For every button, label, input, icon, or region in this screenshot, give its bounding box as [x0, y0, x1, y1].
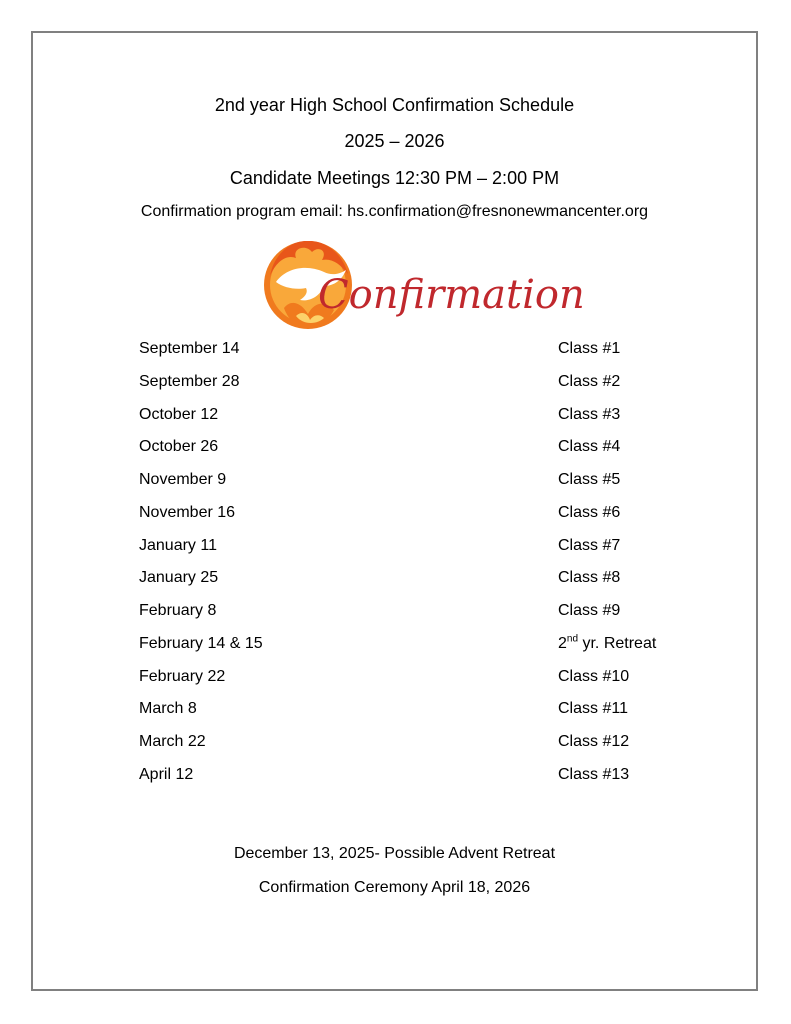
event-prefix: 2 [558, 634, 567, 652]
schedule-row [33, 635, 756, 657]
schedule-row [33, 438, 756, 460]
schedule-date: November 16 [139, 503, 236, 521]
schedule-event [558, 635, 656, 653]
schedule-event: Class #2 [558, 372, 621, 390]
schedule-row [33, 504, 756, 526]
schedule-row [33, 471, 756, 493]
schedule-title: 2nd year High School Confirmation Schedule [214, 95, 575, 115]
schedule-row [33, 406, 756, 428]
schedule-date: March 8 [139, 700, 197, 718]
dove-flame-icon [262, 238, 585, 333]
schedule-date: January 25 [139, 569, 219, 587]
schedule-row [33, 569, 756, 591]
ceremony-date: Confirmation Ceremony April 18, 2026 [258, 879, 531, 896]
schedule-event: Class #10 [558, 667, 630, 685]
schedule-row [33, 733, 756, 755]
schedule-date: March 22 [139, 733, 206, 750]
event-ordinal-suffix: nd [566, 633, 579, 645]
schedule-event: Class #7 [558, 536, 621, 554]
schedule-event: Class #4 [558, 438, 621, 456]
schedule-date: February 8 [139, 602, 217, 619]
schedule-row [33, 766, 756, 788]
schedule-event: Class #3 [558, 405, 621, 423]
schedule-row [33, 340, 756, 362]
schedule-date: January 11 [139, 536, 217, 554]
schedule-date: September 14 [139, 340, 240, 357]
confirmation-logo [262, 238, 585, 333]
schedule-event: Class #6 [558, 503, 621, 521]
schedule-event: Class #9 [558, 602, 621, 619]
schedule-row [33, 602, 756, 624]
schedule-date: April 12 [139, 765, 194, 783]
meeting-time: Candidate Meetings 12:30 PM – 2:00 PM [229, 168, 560, 188]
schedule-date: November 9 [139, 471, 227, 488]
schedule-date: September 28 [139, 372, 240, 390]
schedule-event: Class #5 [558, 471, 621, 488]
logo-wordmark: Confirmation [318, 272, 585, 318]
schedule-date: October 12 [139, 405, 219, 423]
document-page [31, 31, 758, 991]
schedule-date: February 22 [139, 667, 226, 685]
schedule-row [33, 700, 756, 722]
schedule-event: Class #12 [558, 733, 630, 750]
program-email: Confirmation program email: hs.confirmation@fresnonewmancenter.org [140, 203, 649, 220]
schedule-date: October 26 [139, 438, 219, 456]
schedule-row [33, 537, 756, 559]
schedule-event: Class #8 [558, 569, 621, 587]
schedule-event: Class #13 [558, 765, 630, 783]
schedule-row [33, 668, 756, 690]
event-suffix: yr. Retreat [578, 634, 657, 652]
advent-retreat-note: December 13, 2025- Possible Advent Retreat [233, 845, 556, 862]
schedule-event: Class #11 [558, 700, 628, 718]
schedule-row [33, 373, 756, 395]
school-year: 2025 – 2026 [344, 131, 445, 151]
schedule-event: Class #1 [558, 340, 621, 357]
schedule-date: February 14 & 15 [139, 634, 263, 652]
